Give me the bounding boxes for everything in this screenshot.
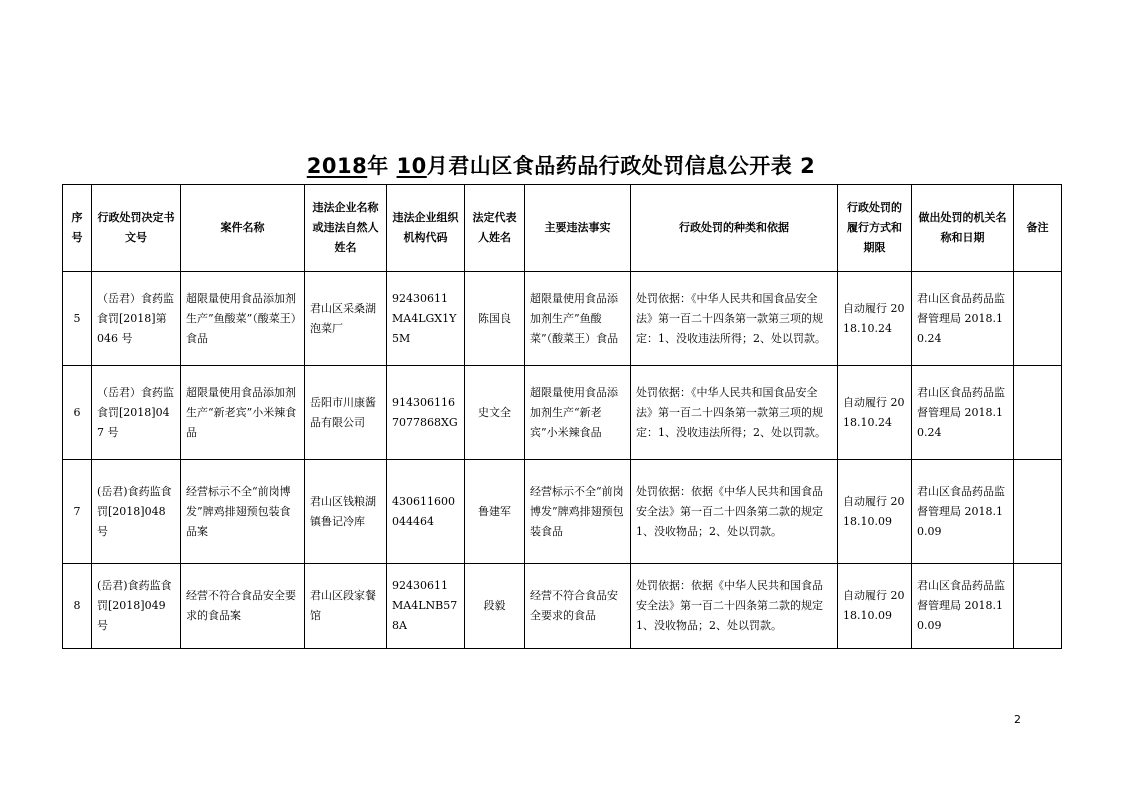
cell-execution: 自动履行 2018.10.09 [838,564,912,649]
header-execution: 行政处罚的履行方式和期限 [838,185,912,272]
cell-case-name: 超限量使用食品添加剂生产”鱼酸菜”（酸菜王）食品 [181,272,305,366]
cell-party: 君山区钱粮湖镇鲁记冷库 [305,460,387,564]
cell-no: 7 [63,460,92,564]
cell-remark [1014,564,1062,649]
page-number: 2 [1014,713,1021,726]
table-row [63,366,1062,460]
table-row [63,460,1062,564]
header-authority: 做出处罚的机关名称和日期 [912,185,1014,272]
cell-execution: 自动履行 2018.10.24 [838,272,912,366]
cell-execution: 自动履行 2018.10.09 [838,460,912,564]
header-no: 序号 [63,185,92,272]
cell-remark [1014,460,1062,564]
cell-facts: 超限量使用食品添加剂生产“新老宾”小米辣食品 [525,366,631,460]
header-penalty: 行政处罚的种类和依据 [631,185,838,272]
cell-case-name: 超限量使用食品添加剂生产“新老宾”小米辣食品 [181,366,305,460]
cell-authority: 君山区食品药品监督管理局 2018.10.09 [912,564,1014,649]
cell-no: 8 [63,564,92,649]
cell-doc-no: (岳君)食药监食罚[2018]048 号 [92,460,181,564]
cell-penalty: 处罚依据：《中华人民共和国食品安全法》第一百二十四条第一款第三项的规定：1、没收违法所得；2、处以罚款。 [631,366,838,460]
cell-remark [1014,366,1062,460]
cell-authority: 君山区食品药品监督管理局 2018.10.24 [912,366,1014,460]
cell-no: 5 [63,272,92,366]
header-doc-no: 行政处罚决定书文号 [92,185,181,272]
cell-legal-rep: 史文全 [465,366,525,460]
title-year-suffix: 年 [367,154,397,178]
cell-org-code: 9143061167077868XG [387,366,465,460]
cell-org-code: 430611600044464 [387,460,465,564]
cell-authority: 君山区食品药品监督管理局 2018.10.09 [912,460,1014,564]
header-remark: 备注 [1014,185,1062,272]
cell-party: 岳阳市川康酱品有限公司 [305,366,387,460]
cell-remark [1014,272,1062,366]
cell-case-name: 经营标示不全“前岗博发”牌鸡排翅预包装食品案 [181,460,305,564]
cell-facts: 超限量使用食品添加剂生产”鱼酸菜”（酸菜王）食品 [525,272,631,366]
cell-party: 君山区段家餐馆 [305,564,387,649]
header-row [63,185,1062,272]
cell-party: 君山区采桑湖泡菜厂 [305,272,387,366]
cell-doc-no: (岳君)食药监食罚[2018]049 号 [92,564,181,649]
cell-case-name: 经营不符合食品安全要求的食品案 [181,564,305,649]
cell-legal-rep: 陈国良 [465,272,525,366]
cell-facts: 经营标示不全“前岗博发”牌鸡排翅预包装食品 [525,460,631,564]
header-facts: 主要违法事实 [525,185,631,272]
cell-org-code: 92430611MA4LNB578A [387,564,465,649]
cell-no: 6 [63,366,92,460]
cell-legal-rep: 鲁建军 [465,460,525,564]
header-legal-rep: 法定代表人姓名 [465,185,525,272]
title-year: 2018 [306,154,368,178]
header-party: 违法企业名称或违法自然人姓名 [305,185,387,272]
header-org-code: 违法企业组织机构代码 [387,185,465,272]
page-title [0,150,1122,180]
cell-legal-rep: 段毅 [465,564,525,649]
header-case-name: 案件名称 [181,185,305,272]
table-row [63,564,1062,649]
cell-authority: 君山区食品药品监督管理局 2018.10.24 [912,272,1014,366]
table-row [63,272,1062,366]
cell-penalty: 处罚依据：依据《中华人民共和国食品安全法》第一百二十四条第二款的规定 1、没收物品；2、处以罚款。 [631,564,838,649]
cell-penalty: 处罚依据：《中华人民共和国食品安全法》第一百二十四条第一款第三项的规定：1、没收违法所得；2、处以罚款。 [631,272,838,366]
cell-org-code: 92430611MA4LGX1Y5M [387,272,465,366]
cell-doc-no: （岳君）食药监食罚[2018]047 号 [92,366,181,460]
penalty-table [62,184,1062,649]
cell-doc-no: （岳君）食药监食罚[2018]第 046 号 [92,272,181,366]
cell-execution: 自动履行 2018.10.24 [838,366,912,460]
title-month: 10 [396,154,427,178]
cell-penalty: 处罚依据：依据《中华人民共和国食品安全法》第一百二十四条第二款的规定 1、没收物品；2、处以罚款。 [631,460,838,564]
title-rest: 月君山区食品药品行政处罚信息公开表 2 [426,154,816,178]
cell-facts: 经营不符合食品安全要求的食品 [525,564,631,649]
